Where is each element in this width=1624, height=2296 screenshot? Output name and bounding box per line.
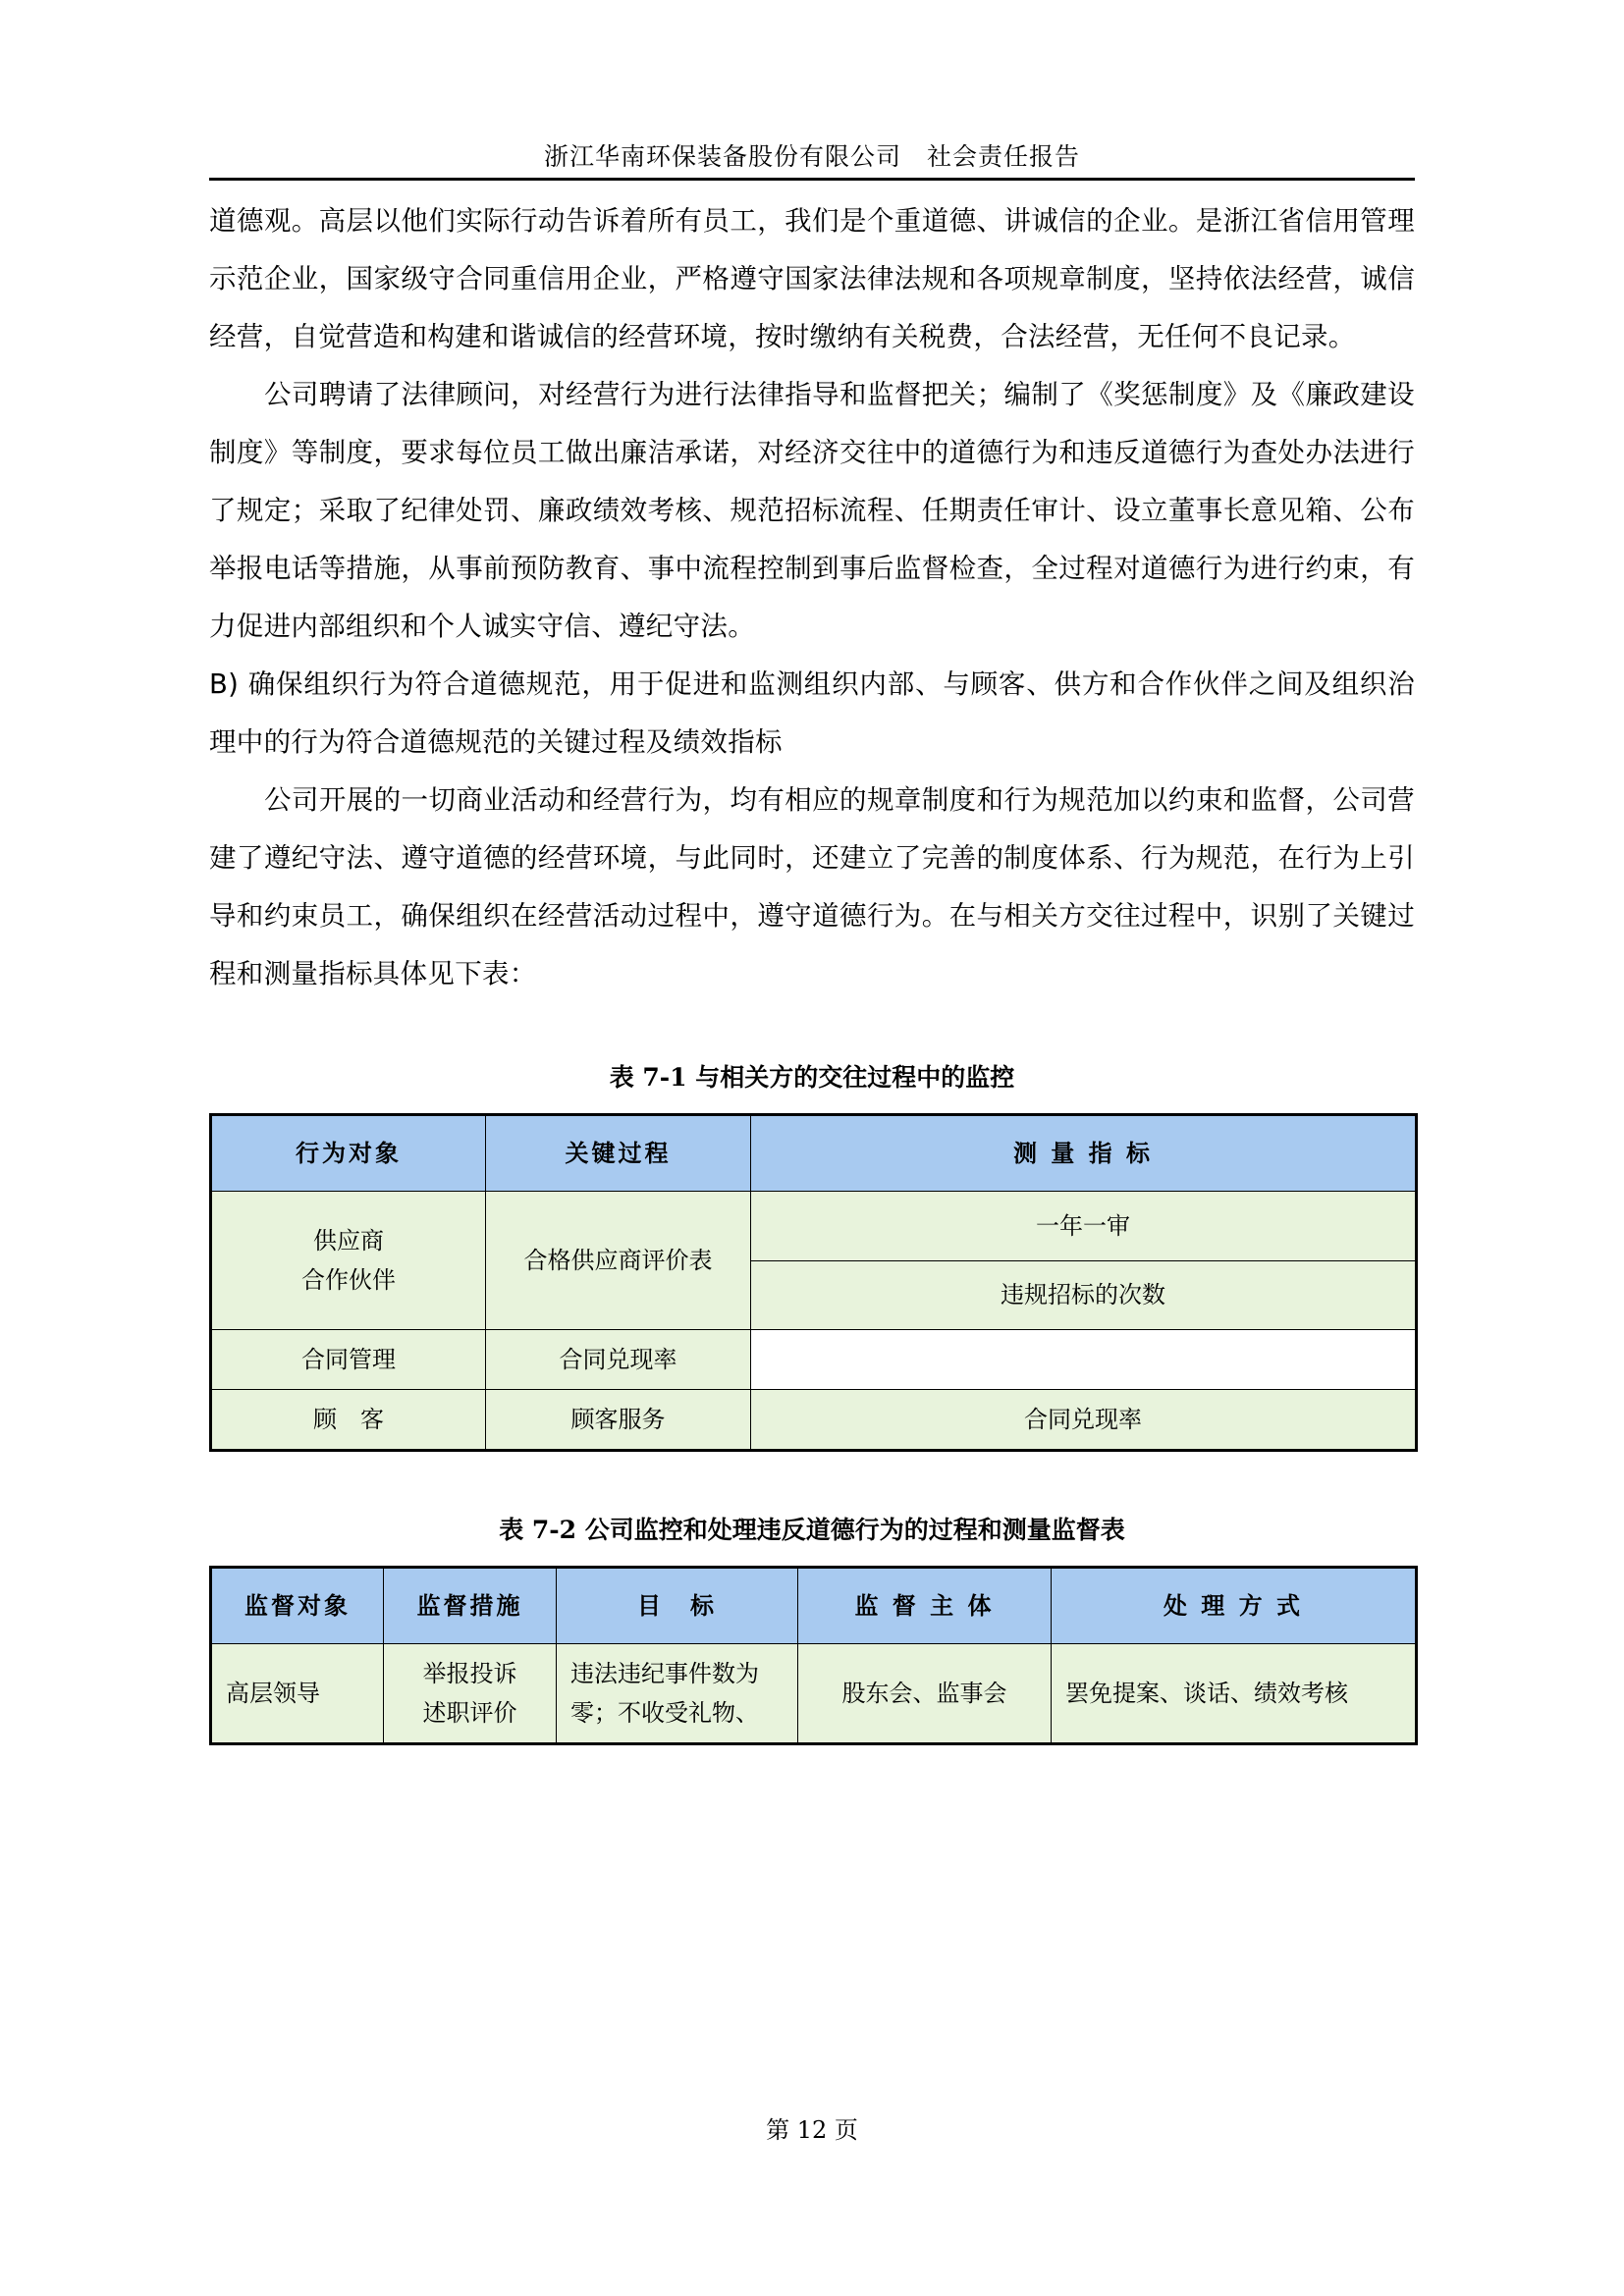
- table-1-cell-metric-annual: 一年一审: [751, 1192, 1417, 1261]
- table-2-caption-number: 表 7-2: [499, 1516, 577, 1544]
- table-1-cell-process-eval: 合格供应商评价表: [486, 1192, 751, 1330]
- table-2-header-2: 目 标: [557, 1568, 798, 1644]
- table-1-cell-metric-contract: 合同兑现率: [486, 1330, 751, 1390]
- paragraph-3: B) 确保组织行为符合道德规范，用于促进和监测组织内部、与顾客、供方和合作伙伴之间及组织治理中的行为符合道德规范的关键过程及绩效指标: [209, 668, 1415, 758]
- table-2-cell-object: 高层领导: [211, 1644, 384, 1744]
- table-1-header-2: 测 量 指 标: [751, 1115, 1417, 1192]
- table-row: [211, 1644, 1417, 1744]
- table-1-header-1: 关键过程: [486, 1115, 751, 1192]
- table-2-cell-measures-line1: 举报投诉: [422, 1660, 517, 1687]
- table-2-cell-goal: [557, 1644, 798, 1744]
- table-row: [211, 1330, 1417, 1390]
- document-content: [209, 192, 1415, 1745]
- paragraph-1: 道德观。高层以他们实际行动告诉着所有员工，我们是个重道德、讲诚信的企业。是浙江省信用管理示范企业，国家级守合同重信用企业，严格遵守国家法律法规和各项规章制度，坚持依法经营，诚信经营，自觉营造和构建和谐诚信的经营环境，按时缴纳有关税费，合法经营，无任何不良记录。: [209, 205, 1415, 352]
- table-row-header: [211, 1115, 1417, 1192]
- table-2-header-3: 监 督 主 体: [798, 1568, 1052, 1644]
- table-2-header-1: 监督措施: [384, 1568, 557, 1644]
- table-1-cell-metric-contract-2: 合同兑现率: [751, 1390, 1417, 1451]
- table-row-header: [211, 1568, 1417, 1644]
- table-ethics-supervision: [209, 1566, 1418, 1745]
- table-2-cell-goal-line2: 零；不收受礼物、: [570, 1699, 759, 1727]
- table-monitoring-stakeholders: [209, 1113, 1418, 1452]
- table-2-caption: [209, 1511, 1415, 1546]
- table-1-header-0: 行为对象: [211, 1115, 486, 1192]
- paragraph-2: 公司聘请了法律顾问，对经营行为进行法律指导和监督把关；编制了《奖惩制度》及《廉政建设制度》等制度，要求每位员工做出廉洁承诺，对经济交往中的道德行为和违反道德行为查处办法进行了规定；采取了纪律处罚、廉政绩效考核、规范招标流程、任期责任审计、设立董事长意见箱、公布举报电话等措施，从事前预防教育、事中流程控制到事后监督检查，全过程对道德行为进行约束，有力促进内部组织和个人诚实守信、遵纪守法。: [209, 379, 1415, 642]
- table-row: [211, 1390, 1417, 1451]
- paragraph-4: 公司开展的一切商业活动和经营行为，均有相应的规章制度和行为规范加以约束和监督，公司营建了遵纪守法、遵守道德的经营环境，与此同时，还建立了完善的制度体系、行为规范，在行为上引导和约束员工，确保组织在经营活动过程中，遵守道德行为。在与相关方交往过程中，识别了关键过程和测量指标具体见下表：: [209, 784, 1415, 989]
- table-1-cell-customer: 顾 客: [211, 1390, 486, 1451]
- table-2-caption-text: 公司监控和处理违反道德行为的过程和测量监督表: [584, 1516, 1125, 1544]
- table-1-cell-process-service: 顾客服务: [486, 1390, 751, 1451]
- table-1-cell-metric-violations: 违规招标的次数: [751, 1260, 1417, 1330]
- table-1-caption-number: 表 7-1: [609, 1063, 687, 1092]
- table-1-caption: [209, 1058, 1415, 1094]
- page-footer: 第 12 页: [766, 2116, 858, 2144]
- table-2-cell-measures: [384, 1644, 557, 1744]
- header-divider: [209, 178, 1415, 181]
- page-header: 浙江华南环保装备股份有限公司 社会责任报告: [543, 142, 1080, 171]
- table-2-header-4: 处 理 方 式: [1052, 1568, 1417, 1644]
- table-2-cell-handling: 罢免提案、谈话、绩效考核: [1052, 1644, 1417, 1744]
- table-1-cell-supplier-line1: 供应商: [313, 1227, 384, 1255]
- table-1-cell-process-contract: 合同管理: [211, 1330, 486, 1390]
- table-2-cell-subject: 股东会、监事会: [798, 1644, 1052, 1744]
- table-2-cell-goal-line1: 违法违纪事件数为: [570, 1660, 759, 1687]
- table-1-cell-supplier: [211, 1192, 486, 1330]
- table-row: [211, 1192, 1417, 1261]
- table-2-header-0: 监督对象: [211, 1568, 384, 1644]
- table-2-cell-measures-line2: 述职评价: [422, 1699, 517, 1727]
- table-1-caption-text: 与相关方的交往过程中的监控: [695, 1063, 1015, 1092]
- table-1-cell-supplier-line2: 合作伙伴: [301, 1266, 396, 1294]
